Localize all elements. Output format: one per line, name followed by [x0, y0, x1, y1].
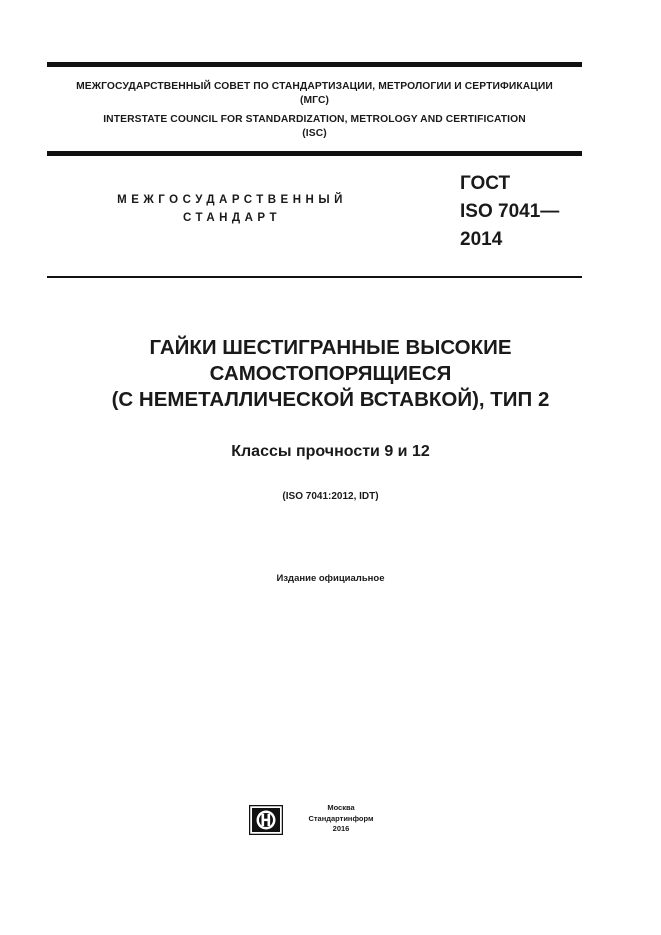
gost-year: 2014 [460, 229, 503, 250]
council-abbr-en: (ISC) [302, 128, 327, 139]
council-abbr-ru: (МГС) [299, 95, 330, 106]
gost-label: ГОСТ [460, 173, 511, 194]
top-thick-rule [47, 62, 582, 67]
header-thick-rule [47, 151, 582, 156]
official-edition: Издание официальное [276, 573, 385, 584]
title-line3: (С НЕМЕТАЛЛИЧЕСКОЙ ВСТАВКОЙ), ТИП 2 [111, 388, 550, 411]
standard-type-line1: МЕЖГОСУДАРСТВЕННЫЙ [117, 194, 347, 206]
title-line1: ГАЙКИ ШЕСТИГРАННЫЕ ВЫСОКИЕ [149, 336, 512, 359]
publisher-block [296, 803, 386, 835]
council-name-ru: МЕЖГОСУДАРСТВЕННЫЙ СОВЕТ ПО СТАНДАРТИЗАЦИИ, МЕТРОЛОГИИ И СЕРТИФИКАЦИИ [76, 81, 553, 92]
publisher-year: 2016 [332, 824, 350, 833]
gost-number: ISO 7041— [460, 201, 560, 222]
iso-reference: (ISO 7041:2012, IDT) [282, 491, 379, 502]
designation-rule [47, 276, 582, 278]
standard-type-line2: СТАНДАРТ [183, 212, 281, 224]
title-line2: САМОСТОПОРЯЩИЕСЯ [209, 362, 452, 385]
publisher-city: Москва [327, 803, 355, 812]
strength-classes: Классы прочности 9 и 12 [231, 443, 430, 460]
council-name-en: INTERSTATE COUNCIL FOR STANDARDIZATION, METROLOGY AND CERTIFICATION [103, 114, 526, 125]
publisher-name: Стандартинформ [308, 813, 374, 823]
standartinform-logo-icon [249, 805, 283, 835]
